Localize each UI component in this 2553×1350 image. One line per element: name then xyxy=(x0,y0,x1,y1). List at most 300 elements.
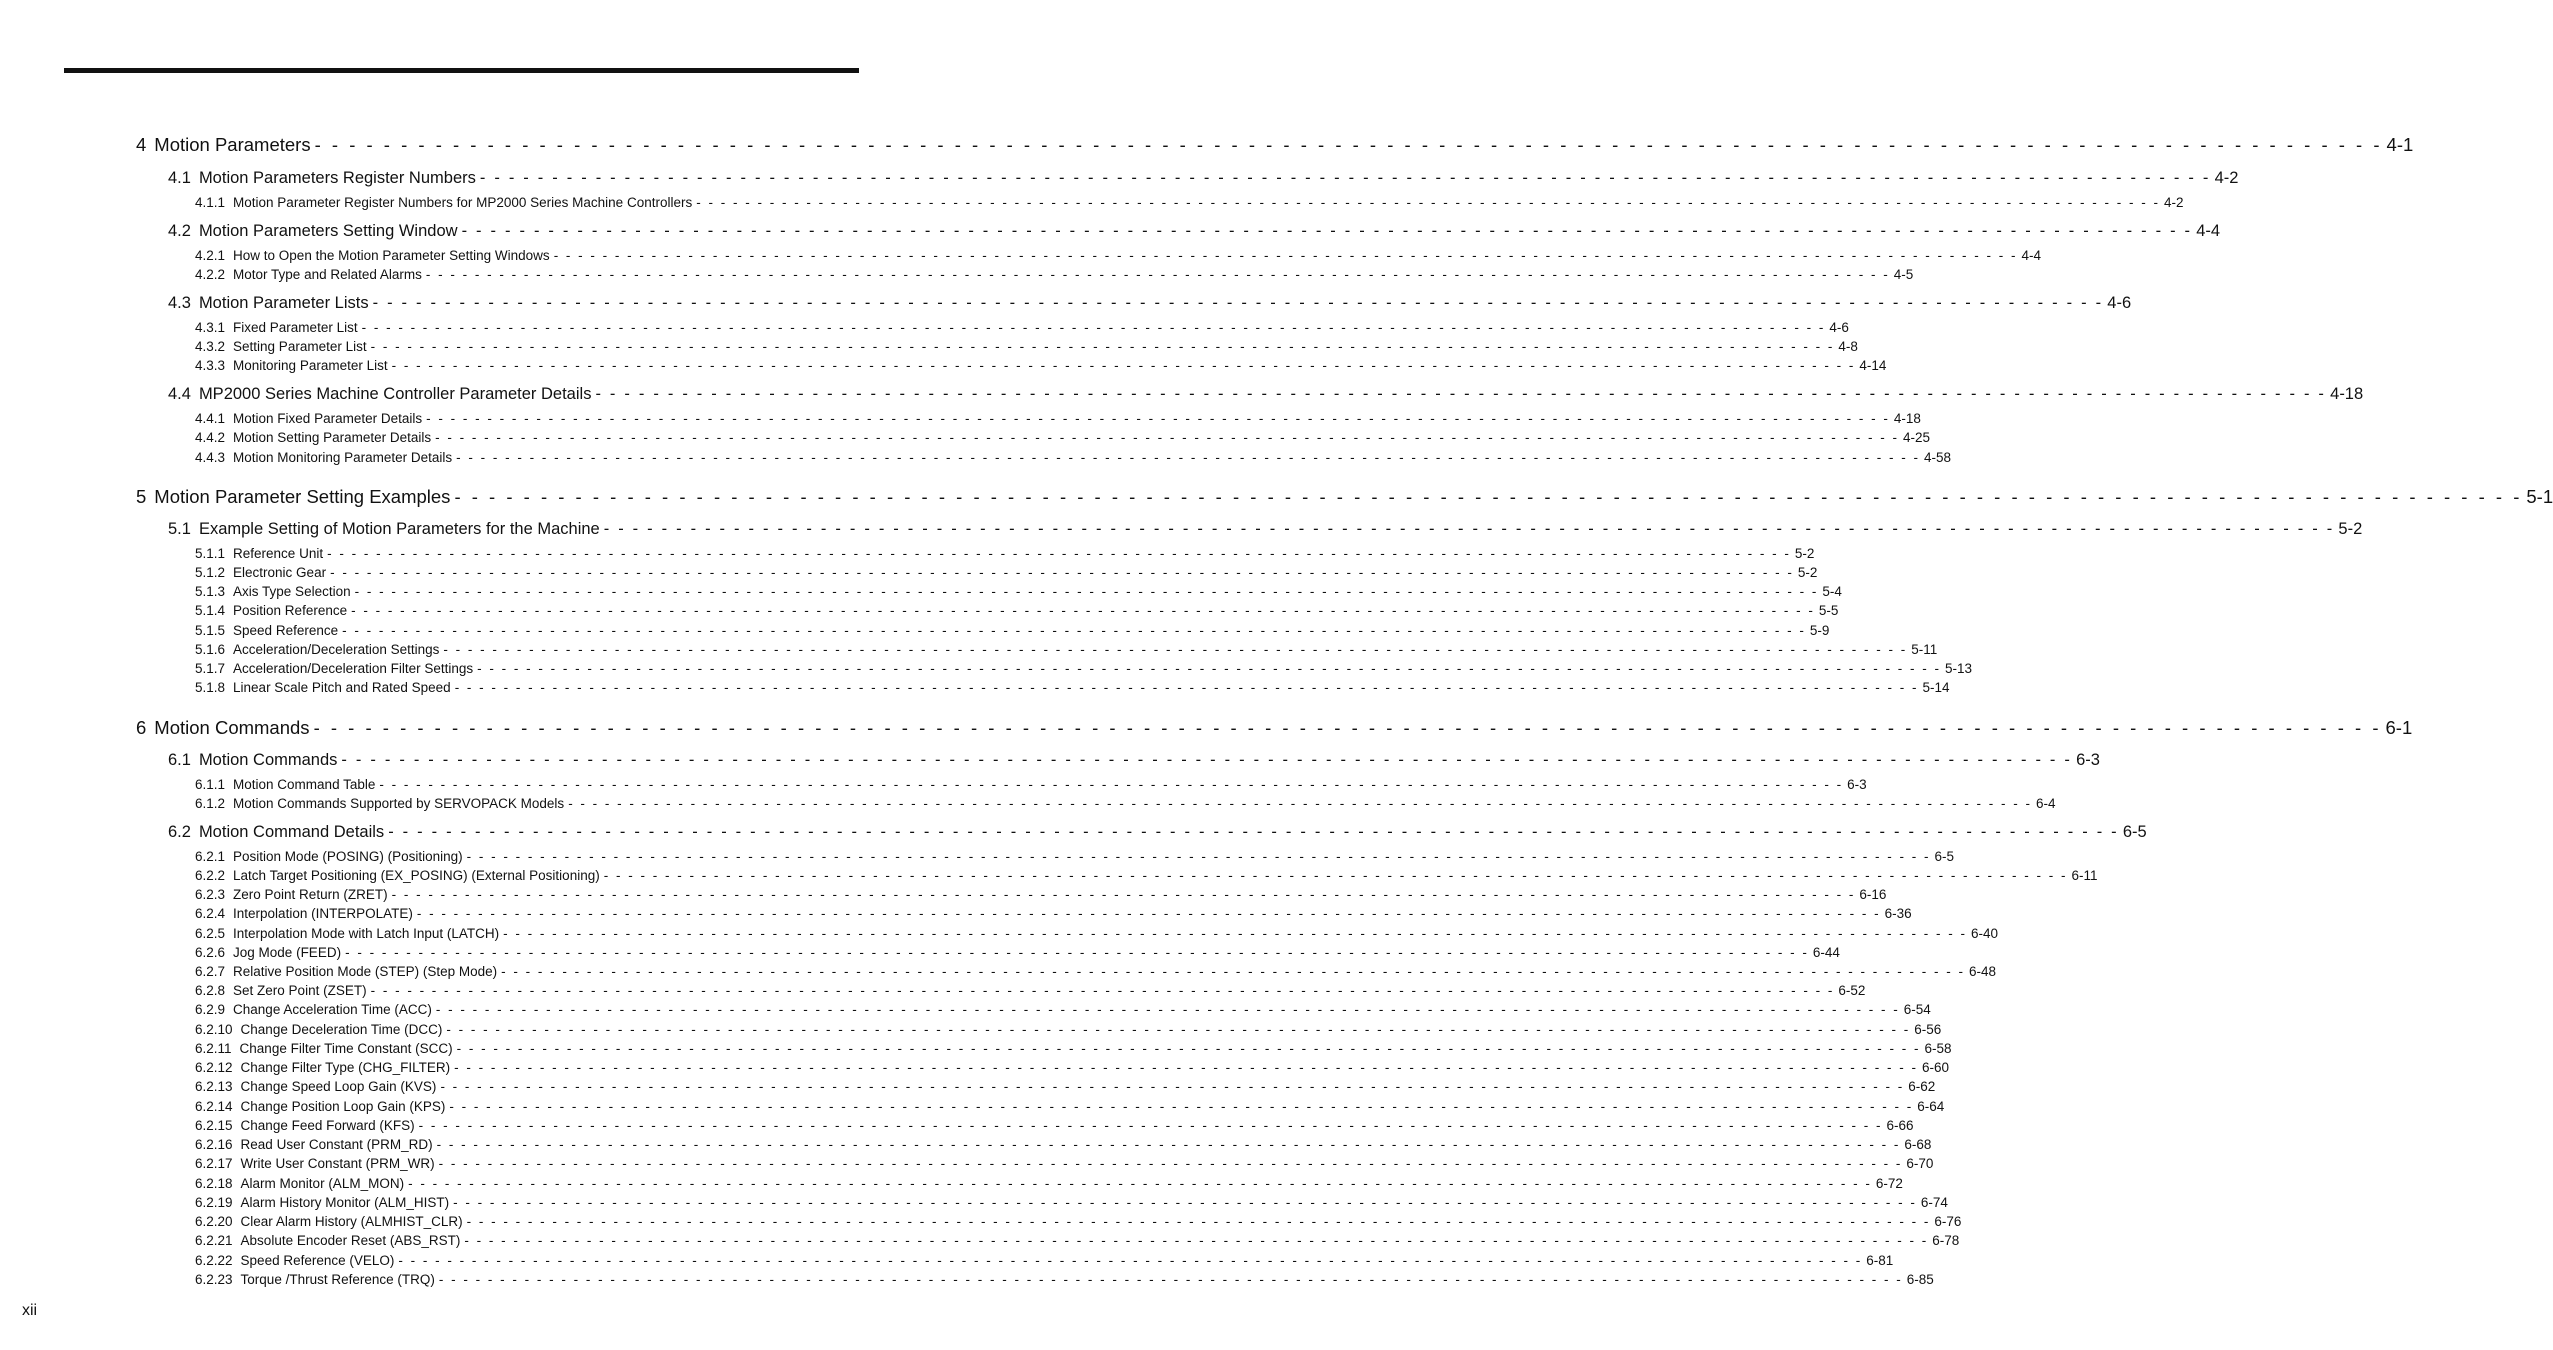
entry-title xyxy=(195,320,358,335)
dot-leader: - - - - - - - - - - - - - - - - - - - - - - - - - - - - - - - - - - - - - - - - - - - - - - - - - - - - - - - - - - - - - - - - - - - - - - - - - - - - - - - - - - - - - - - - - - - - - - - - - - - - - - - - - - - - - - - - - - - - - - - - xyxy=(456,450,1920,465)
dot-leader: - - - - - - - - - - - - - - - - - - - - - - - - - - - - - - - - - - - - - - - - - - - - - - - - - - - - - - - - - - - - - - - - - - - - - - - - - - - - - - - - - - - - - - - - - - - - - - - - - - - - - - - - - - - - - - - - - - - - - - - - xyxy=(503,926,1967,941)
toc-section[interactable] xyxy=(168,385,2364,404)
dot-leader: - - - - - - - - - - - - - - - - - - - - - - - - - - - - - - - - - - - - - - - - - - - - - - - - - - - - - - - - - - - - - - - - - - - - - - - - - - - - - - - - - - - - - - - - - - - - - - - - - - - - - - - - - - - - - - - - - - - - - - - - xyxy=(330,565,1794,580)
dot-leader: - - - - - - - - - - - - - - - - - - - - - - - - - - - - - - - - - - - - - - - - - - - - - - - - - - - - - - - - - - - - - - - - - - - - - - - - - - - - - - - - - - - - - - - - - - - - - - - - - - - - - - - - - - - - - - - - - - - - - - - - xyxy=(391,887,1856,902)
entry-number: 4.3 xyxy=(168,294,191,312)
entry-page: 6-78 xyxy=(1932,1233,1960,1248)
entry-title xyxy=(195,964,497,979)
toc-subsection[interactable] xyxy=(195,1272,1934,1287)
entry-number: 6.2.13 xyxy=(195,1079,233,1094)
entry-title xyxy=(195,1156,435,1171)
dot-leader: - - - - - - - - - - - - - - - - - - - - - - - - - - - - - - - - - - - - - - - - - - - - - - - - - - - - - - - - - - - - - - - - - - - - - - - - - - - - - - - - - - - - - - - - - - - - - - - - - - - - - - - - - - - - - - - - - - - - - - - - xyxy=(354,584,1819,599)
entry-page: 6-62 xyxy=(1908,1079,1936,1094)
dot-leader: - - - - - - - - - - - - - - - - - - - - - - - - - - - - - - - - - - - - - - - - - - - - - - - - - - - - - - - - - - - - - - - - - - - - - - - - - - - - - - - - - - - - - - - - - - - - - - - - - - - - - - - - - - - - - - - - - - - - - - - - xyxy=(370,983,1835,998)
dot-leader: - - - - - - - - - - - - - - - - - - - - - - - - - - - - - - - - - - - - - - - - - - - - - - - - - - - - - - - - - - - - - - - - - - - - - - - - - - - - - - - - - - - - - - - - - - - - - - - - - - - - - - - - - - - - - - - - - - - - - - - - xyxy=(595,385,2327,403)
toc-section[interactable] xyxy=(168,169,2239,188)
dot-leader: - - - - - - - - - - - - - - - - - - - - - - - - - - - - - - - - - - - - - - - - - - - - - - - - - - - - - - - - - - - - - - - - - - - - - - - - - - - - - - - - - - - - - - - - - - - - - - - - - - - - - - - - - - - - - - - - - - - - - - - - xyxy=(426,411,1890,426)
entry-title xyxy=(195,1253,394,1268)
entry-page: 6-58 xyxy=(1924,1041,1952,1056)
entry-title-text: Setting Parameter List xyxy=(233,339,367,354)
entry-title-text: Motor Type and Related Alarms xyxy=(233,267,422,282)
entry-number: 6.2.7 xyxy=(195,964,226,979)
toc-subsection[interactable] xyxy=(195,1118,1914,1133)
entry-title xyxy=(195,1137,433,1152)
header-rule xyxy=(64,68,859,73)
dot-leader: - - - - - - - - - - - - - - - - - - - - - - - - - - - - - - - - - - - - - - - - - - - - - - - - - - - - - - - - - - - - - - - - - - - - - - - - - - - - - - - - - - - - - - - - - - - - - - - - - - - - - - - - - - - - - - - - - - - - - - - - xyxy=(435,1002,1900,1017)
entry-number: 6.2 xyxy=(168,823,191,841)
entry-page: 5-9 xyxy=(1809,623,1830,638)
toc-subsection[interactable] xyxy=(195,777,1867,792)
entry-title-text: Zero Point Return (ZRET) xyxy=(233,887,388,902)
entry-number: 5.1.3 xyxy=(195,584,226,599)
dot-leader: - - - - - - - - - - - - - - - - - - - - - - - - - - - - - - - - - - - - - - - - - - - - - - - - - - - - - - - - - - - - - - - - - - - - - - - - - - - - - - - - - - - - - - - - - - - - - - - - - - - - - - - - - - - - - - - - - - - - - - - - xyxy=(398,1253,1863,1268)
entry-number: 6.2.11 xyxy=(195,1041,232,1056)
entry-title xyxy=(195,680,451,695)
entry-page: 5-2 xyxy=(1794,546,1815,561)
dot-leader: - - - - - - - - - - - - - - - - - - - - - - - - - - - - - - - - - - - - - - - - - - - - - - - - - - - - - - - - - - - - - - - - - - - - - - - - - - - - - - - - - - - - - - - - - - - - - - - - - - - - - - - - - - - - - - - - - - - - - - - - xyxy=(342,623,1806,638)
entry-page: 4-8 xyxy=(1838,339,1858,354)
entry-title-text: Example Setting of Motion Parameters for the Machine xyxy=(198,520,600,538)
toc-subsection[interactable] xyxy=(195,339,1858,354)
toc-subsection[interactable] xyxy=(195,450,1951,465)
toc-subsection[interactable] xyxy=(195,546,1815,561)
entry-title xyxy=(195,777,375,792)
toc-section[interactable] xyxy=(168,294,2132,313)
entry-number: 6.1.2 xyxy=(195,796,226,811)
entry-page: 6-4 xyxy=(2036,796,2056,811)
entry-title-text: Motion Fixed Parameter Details xyxy=(233,411,423,426)
entry-title xyxy=(195,1118,415,1133)
entry-title xyxy=(195,661,473,676)
entry-number: 6.2.12 xyxy=(195,1060,233,1075)
entry-number: 6.2.17 xyxy=(195,1156,233,1171)
dot-leader: - - - - - - - - - - - - - - - - - - - - - - - - - - - - - - - - - - - - - - - - - - - - - - - - - - - - - - - - - - - - - - - - - - - - - - - - - - - - - - - - - - - - - - - - - - - - - - - - - - - - - - - - - - - - - - - - - - - - - - - - xyxy=(464,1233,1929,1248)
entry-title xyxy=(168,294,369,313)
entry-title xyxy=(195,195,692,210)
entry-page: 4-6 xyxy=(2107,294,2132,312)
entry-title-text: Change Filter Time Constant (SCC) xyxy=(239,1041,453,1056)
entry-number: 6.2.8 xyxy=(195,983,226,998)
entry-number: 5.1.7 xyxy=(195,661,226,676)
entry-page: 6-74 xyxy=(1920,1195,1948,1210)
dot-leader: - - - - - - - - - - - - - - - - - - - - - - - - - - - - - - - - - - - - - - - - - - - - - - - - - - - - - - - - - - - - - - - - - - - - - - - - - - - - - - - - - - - - - - - - - - - - - - - - - - - - - - - - - - - - - - - - - - - - - - - - xyxy=(436,1137,1901,1152)
entry-title-text: Jog Mode (FEED) xyxy=(233,945,342,960)
toc-subsection[interactable] xyxy=(195,868,2098,883)
toc-subsection[interactable] xyxy=(195,642,1938,657)
dot-leader: - - - - - - - - - - - - - - - - - - - - - - - - - - - - - - - - - - - - - - - - - - - - - - - - - - - - - - - - - - - - - - - - - - - - - - - - - - - - - - - - - - - - - - - - - - - - - - - - - - - - - - - - - - - - - - - - - - - - - - - - xyxy=(388,823,2119,841)
toc-section[interactable] xyxy=(168,823,2147,842)
dot-leader: - - - - - - - - - - - - - - - - - - - - - - - - - - - - - - - - - - - - - - - - - - - - - - - - - - - - - - - - - - - - - - - - - - - - - - - - - - - - - - - - - - - - - - - - - - - - - - - - - - - - - - - - - - - - - - - - - - - - - - - - xyxy=(446,1022,1911,1037)
toc-section[interactable] xyxy=(168,520,2363,539)
entry-title-text: Write User Constant (PRM_WR) xyxy=(240,1156,435,1171)
entry-title-text: Position Reference xyxy=(233,603,348,618)
entry-title xyxy=(195,450,452,465)
entry-number: 4.4.1 xyxy=(195,411,226,426)
dot-leader: - - - - - - - - - - - - - - - - - - - - - - - - - - - - - - - - - - - - - - - - - - - - - - - - - - - - - - - - - - - - - - - - - - - - - - - - - - - - - - - - - - - - - - - - - - - - - - - - - - - - - - - - - - - - - - - - - - - - - - - - xyxy=(313,717,2382,738)
dot-leader: - - - - - - - - - - - - - - - - - - - - - - - - - - - - - - - - - - - - - - - - - - - - - - - - - - - - - - - - - - - - - - - - - - - - - - - - - - - - - - - - - - - - - - - - - - - - - - - - - - - - - - - - - - - - - - - - - - - - - - - - xyxy=(461,222,2193,240)
entry-title xyxy=(136,486,450,508)
entry-title xyxy=(195,1233,460,1248)
entry-page: 6-66 xyxy=(1886,1118,1914,1133)
toc-subsection[interactable] xyxy=(195,906,1912,921)
entry-number: 6.2.15 xyxy=(195,1118,233,1133)
entry-title-text: Absolute Encoder Reset (ABS_RST) xyxy=(240,1233,461,1248)
dot-leader: - - - - - - - - - - - - - - - - - - - - - - - - - - - - - - - - - - - - - - - - - - - - - - - - - - - - - - - - - - - - - - - - - - - - - - - - - - - - - - - - - - - - - - - - - - - - - - - - - - - - - - - - - - - - - - - - - - - - - - - - xyxy=(449,1099,1914,1114)
toc-subsection[interactable] xyxy=(195,1060,1949,1075)
entry-number: 4.4.2 xyxy=(195,430,226,445)
entry-number: 4.4.3 xyxy=(195,450,226,465)
dot-leader: - - - - - - - - - - - - - - - - - - - - - - - - - - - - - - - - - - - - - - - - - - - - - - - - - - - - - - - - - - - - - - - - - - - - - - - - - - - - - - - - - - - - - - - - - - - - - - - - - - - - - - - - - - - - - - - - - - - - - - - - xyxy=(361,320,1826,335)
entry-page: 4-5 xyxy=(1893,267,1914,282)
dot-leader: - - - - - - - - - - - - - - - - - - - - - - - - - - - - - - - - - - - - - - - - - - - - - - - - - - - - - - - - - - - - - - - - - - - - - - - - - - - - - - - - - - - - - - - - - - - - - - - - - - - - - - - - - - - - - - - - - - - - - - - - xyxy=(425,267,1890,282)
dot-leader: - - - - - - - - - - - - - - - - - - - - - - - - - - - - - - - - - - - - - - - - - - - - - - - - - - - - - - - - - - - - - - - - - - - - - - - - - - - - - - - - - - - - - - - - - - - - - - - - - - - - - - - - - - - - - - - - - - - - - - - - xyxy=(453,1195,1917,1210)
toc-subsection[interactable] xyxy=(195,1099,1945,1114)
toc-subsection[interactable] xyxy=(195,623,1830,638)
dot-leader: - - - - - - - - - - - - - - - - - - - - - - - - - - - - - - - - - - - - - - - - - - - - - - - - - - - - - - - - - - - - - - - - - - - - - - - - - - - - - - - - - - - - - - - - - - - - - - - - - - - - - - - - - - - - - - - - - - - - - - - - xyxy=(603,520,2335,538)
dot-leader: - - - - - - - - - - - - - - - - - - - - - - - - - - - - - - - - - - - - - - - - - - - - - - - - - - - - - - - - - - - - - - - - - - - - - - - - - - - - - - - - - - - - - - - - - - - - - - - - - - - - - - - - - - - - - - - - - - - - - - - - xyxy=(438,1156,1903,1171)
entry-title xyxy=(195,603,347,618)
entry-page: 5-2 xyxy=(2338,520,2363,538)
entry-title-text: Speed Reference (VELO) xyxy=(240,1253,395,1268)
entry-title xyxy=(195,926,499,941)
entry-title xyxy=(195,430,431,445)
dot-leader: - - - - - - - - - - - - - - - - - - - - - - - - - - - - - - - - - - - - - - - - - - - - - - - - - - - - - - - - - - - - - - - - - - - - - - - - - - - - - - - - - - - - - - - - - - - - - - - - - - - - - - - - - - - - - - - - - - - - - - - - xyxy=(454,486,2523,507)
toc-subsection[interactable] xyxy=(195,964,1996,979)
toc-subsection[interactable] xyxy=(195,584,1842,599)
toc-section[interactable] xyxy=(168,751,2100,770)
dot-leader: - - - - - - - - - - - - - - - - - - - - - - - - - - - - - - - - - - - - - - - - - - - - - - - - - - - - - - - - - - - - - - - - - - - - - - - - - - - - - - - - - - - - - - - - - - - - - - - - - - - - - - - - - - - - - - - - - - - - - - - - xyxy=(379,777,1844,792)
entry-title xyxy=(168,751,337,770)
entry-number: 6.2.6 xyxy=(195,945,226,960)
entry-number: 4.2.2 xyxy=(195,267,226,282)
toc-subsection[interactable] xyxy=(195,1079,1936,1094)
entry-title-text: Motion Parameters xyxy=(154,134,311,155)
entry-page: 5-4 xyxy=(1822,584,1842,599)
entry-title xyxy=(195,584,351,599)
entry-number: 6.2.4 xyxy=(195,906,226,921)
entry-title-text: Motion Monitoring Parameter Details xyxy=(233,450,453,465)
entry-number: 5.1.2 xyxy=(195,565,226,580)
dot-leader: - - - - - - - - - - - - - - - - - - - - - - - - - - - - - - - - - - - - - - - - - - - - - - - - - - - - - - - - - - - - - - - - - - - - - - - - - - - - - - - - - - - - - - - - - - - - - - - - - - - - - - - - - - - - - - - - - - - - - - - - xyxy=(466,1214,1931,1229)
entry-title xyxy=(136,134,311,156)
entry-number: 6.1 xyxy=(168,751,191,769)
entry-title-text: Change Filter Type (CHG_FILTER) xyxy=(240,1060,451,1075)
entry-title-text: Linear Scale Pitch and Rated Speed xyxy=(233,680,451,695)
entry-page: 5-11 xyxy=(1911,642,1938,657)
entry-number: 5 xyxy=(136,486,147,507)
toc-subsection[interactable] xyxy=(195,603,1839,618)
toc-subsection[interactable] xyxy=(195,1156,1934,1171)
entry-title xyxy=(195,248,550,263)
entry-title-text: Torque /Thrust Reference (TRQ) xyxy=(240,1272,435,1287)
entry-title xyxy=(195,1060,450,1075)
dot-leader: - - - - - - - - - - - - - - - - - - - - - - - - - - - - - - - - - - - - - - - - - - - - - - - - - - - - - - - - - - - - - - - - - - - - - - - - - - - - - - - - - - - - - - - - - - - - - - - - - - - - - - - - - - - - - - - - - - - - - - - - xyxy=(416,906,1881,921)
entry-number: 6.2.5 xyxy=(195,926,226,941)
entry-page: 4-6 xyxy=(1829,320,1849,335)
entry-title xyxy=(195,565,326,580)
entry-title-text: Motion Command Details xyxy=(198,823,385,841)
dot-leader: - - - - - - - - - - - - - - - - - - - - - - - - - - - - - - - - - - - - - - - - - - - - - - - - - - - - - - - - - - - - - - - - - - - - - - - - - - - - - - - - - - - - - - - - - - - - - - - - - - - - - - - - - - - - - - - - - - - - - - - - xyxy=(443,642,1908,657)
entry-title xyxy=(168,169,476,188)
entry-number: 4.2.1 xyxy=(195,248,226,263)
toc-section[interactable] xyxy=(168,222,2221,241)
entry-title xyxy=(195,411,422,426)
toc-subsection[interactable] xyxy=(195,796,2056,811)
toc-subsection[interactable] xyxy=(195,1233,1960,1248)
entry-page: 4-4 xyxy=(2021,248,2042,263)
entry-title xyxy=(195,945,341,960)
entry-title-text: Read User Constant (PRM_RD) xyxy=(240,1137,433,1152)
entry-number: 4.3.2 xyxy=(195,339,226,354)
entry-number: 6.1.1 xyxy=(195,777,226,792)
entry-page: 6-56 xyxy=(1914,1022,1942,1037)
entry-title xyxy=(195,339,367,354)
entry-title-text: Motion Parameter Register Numbers for MP2000 Series Machine Controllers xyxy=(233,195,693,210)
entry-page: 6-76 xyxy=(1934,1214,1962,1229)
entry-title-text: Motion Parameters Setting Window xyxy=(198,222,458,240)
entry-title-text: Acceleration/Deceleration Filter Settings xyxy=(233,661,474,676)
toc-subsection[interactable] xyxy=(195,945,1840,960)
entry-title-text: Latch Target Positioning (EX_POSING) (External Positioning) xyxy=(233,868,600,883)
entry-number: 6.2.19 xyxy=(195,1195,233,1210)
entry-title xyxy=(195,1272,435,1287)
entry-title-text: Reference Unit xyxy=(233,546,324,561)
entry-title-text: How to Open the Motion Parameter Setting Windows xyxy=(233,248,550,263)
entry-title-text: Motion Commands Supported by SERVOPACK Models xyxy=(233,796,565,811)
entry-title-text: Axis Type Selection xyxy=(233,584,351,599)
entry-title xyxy=(195,1002,432,1017)
entry-title-text: Monitoring Parameter List xyxy=(233,358,388,373)
entry-page: 5-1 xyxy=(2526,486,2553,507)
toc-subsection[interactable] xyxy=(195,1253,1894,1268)
entry-title xyxy=(195,1214,463,1229)
dot-leader: - - - - - - - - - - - - - - - - - - - - - - - - - - - - - - - - - - - - - - - - - - - - - - - - - - - - - - - - - - - - - - - - - - - - - - - - - - - - - - - - - - - - - - - - - - - - - - - - - - - - - - - - - - - - - - - - - - - - - - - - xyxy=(553,248,2018,263)
entry-page: 4-2 xyxy=(2214,169,2239,187)
toc-subsection[interactable] xyxy=(195,849,1954,864)
entry-page: 4-4 xyxy=(2196,222,2221,240)
entry-number: 6.2.22 xyxy=(195,1253,233,1268)
entry-title xyxy=(195,906,413,921)
entry-title xyxy=(136,717,310,739)
entry-title-text: Acceleration/Deceleration Settings xyxy=(233,642,440,657)
dot-leader: - - - - - - - - - - - - - - - - - - - - - - - - - - - - - - - - - - - - - - - - - - - - - - - - - - - - - - - - - - - - - - - - - - - - - - - - - - - - - - - - - - - - - - - - - - - - - - - - - - - - - - - - - - - - - - - - - - - - - - - - xyxy=(501,964,1965,979)
entry-page: 4-18 xyxy=(1893,411,1921,426)
toc-subsection[interactable] xyxy=(195,1137,1932,1152)
toc-subsection[interactable] xyxy=(195,320,1849,335)
dot-leader: - - - - - - - - - - - - - - - - - - - - - - - - - - - - - - - - - - - - - - - - - - - - - - - - - - - - - - - - - - - - - - - - - - - - - - - - - - - - - - - - - - - - - - - - - - - - - - - - - - - - - - - - - - - - - - - - - - - - - - - - xyxy=(466,849,1931,864)
entry-number: 5.1.4 xyxy=(195,603,226,618)
entry-title-text: Alarm History Monitor (ALM_HIST) xyxy=(240,1195,450,1210)
entry-page: 5-13 xyxy=(1944,661,1972,676)
page-number: xii xyxy=(22,1302,38,1319)
toc-subsection[interactable] xyxy=(195,248,2042,263)
entry-number: 4.1 xyxy=(168,169,191,187)
dot-leader: - - - - - - - - - - - - - - - - - - - - - - - - - - - - - - - - - - - - - - - - - - - - - - - - - - - - - - - - - - - - - - - - - - - - - - - - - - - - - - - - - - - - - - - - - - - - - - - - - - - - - - - - - - - - - - - - - - - - - - - - xyxy=(477,661,1941,676)
entry-title-text: Motion Commands xyxy=(154,717,310,738)
entry-title-text: Relative Position Mode (STEP) (Step Mode) xyxy=(233,964,498,979)
toc-subsection[interactable] xyxy=(195,1041,1952,1056)
entry-title-text: Position Mode (POSING) (Positioning) xyxy=(233,849,463,864)
entry-title-text: Fixed Parameter List xyxy=(233,320,358,335)
entry-number: 4.1.1 xyxy=(195,195,226,210)
entry-title xyxy=(195,796,564,811)
toc-subsection[interactable] xyxy=(195,680,1950,695)
toc-subsection[interactable] xyxy=(195,1176,1903,1191)
dot-leader: - - - - - - - - - - - - - - - - - - - - - - - - - - - - - - - - - - - - - - - - - - - - - - - - - - - - - - - - - - - - - - - - - - - - - - - - - - - - - - - - - - - - - - - - - - - - - - - - - - - - - - - - - - - - - - - - - - - - - - - - xyxy=(370,339,1835,354)
entry-number: 6.2.20 xyxy=(195,1214,233,1229)
entry-title xyxy=(168,222,458,241)
entry-page: 4-18 xyxy=(2330,385,2364,403)
entry-page: 6-68 xyxy=(1904,1137,1932,1152)
entry-number: 6.2.2 xyxy=(195,868,226,883)
entry-title xyxy=(195,267,422,282)
dot-leader: - - - - - - - - - - - - - - - - - - - - - - - - - - - - - - - - - - - - - - - - - - - - - - - - - - - - - - - - - - - - - - - - - - - - - - - - - - - - - - - - - - - - - - - - - - - - - - - - - - - - - - - - - - - - - - - - - - - - - - - - xyxy=(696,195,2161,210)
entry-page: 6-40 xyxy=(1970,926,1999,941)
entry-number: 4.4 xyxy=(168,385,191,403)
entry-number: 6.2.10 xyxy=(195,1022,233,1037)
entry-title-text: Motion Commands xyxy=(198,751,338,769)
entry-page: 6-3 xyxy=(1847,777,1867,792)
entry-page: 4-58 xyxy=(1923,450,1951,465)
entry-title xyxy=(195,642,439,657)
dot-leader: - - - - - - - - - - - - - - - - - - - - - - - - - - - - - - - - - - - - - - - - - - - - - - - - - - - - - - - - - - - - - - - - - - - - - - - - - - - - - - - - - - - - - - - - - - - - - - - - - - - - - - - - - - - - - - - - - - - - - - - - xyxy=(345,945,1809,960)
dot-leader: - - - - - - - - - - - - - - - - - - - - - - - - - - - - - - - - - - - - - - - - - - - - - - - - - - - - - - - - - - - - - - - - - - - - - - - - - - - - - - - - - - - - - - - - - - - - - - - - - - - - - - - - - - - - - - - - - - - - - - - - xyxy=(351,603,1815,618)
entry-number: 4 xyxy=(136,134,147,155)
toc-subsection[interactable] xyxy=(195,1214,1962,1229)
toc-chapter[interactable] xyxy=(136,486,2553,508)
entry-title xyxy=(195,358,388,373)
dot-leader: - - - - - - - - - - - - - - - - - - - - - - - - - - - - - - - - - - - - - - - - - - - - - - - - - - - - - - - - - - - - - - - - - - - - - - - - - - - - - - - - - - - - - - - - - - - - - - - - - - - - - - - - - - - - - - - - - - - - - - - - xyxy=(418,1118,1883,1133)
toc-subsection[interactable] xyxy=(195,661,1972,676)
entry-title xyxy=(195,849,463,864)
dot-leader: - - - - - - - - - - - - - - - - - - - - - - - - - - - - - - - - - - - - - - - - - - - - - - - - - - - - - - - - - - - - - - - - - - - - - - - - - - - - - - - - - - - - - - - - - - - - - - - - - - - - - - - - - - - - - - - - - - - - - - - - xyxy=(479,169,2211,187)
dot-leader: - - - - - - - - - - - - - - - - - - - - - - - - - - - - - - - - - - - - - - - - - - - - - - - - - - - - - - - - - - - - - - - - - - - - - - - - - - - - - - - - - - - - - - - - - - - - - - - - - - - - - - - - - - - - - - - - - - - - - - - - xyxy=(454,1060,1918,1075)
entry-title xyxy=(168,385,591,404)
entry-page: 6-5 xyxy=(2122,823,2147,841)
entry-page: 6-3 xyxy=(2076,751,2100,769)
toc-subsection[interactable] xyxy=(195,565,1818,580)
entry-page: 6-72 xyxy=(1875,1176,1903,1191)
dot-leader: - - - - - - - - - - - - - - - - - - - - - - - - - - - - - - - - - - - - - - - - - - - - - - - - - - - - - - - - - - - - - - - - - - - - - - - - - - - - - - - - - - - - - - - - - - - - - - - - - - - - - - - - - - - - - - - - - - - - - - - - xyxy=(440,1079,1905,1094)
entry-number: 6.2.21 xyxy=(195,1233,233,1248)
entry-title-text: MP2000 Series Machine Controller Parameter Details xyxy=(198,385,592,403)
entry-number: 5.1.5 xyxy=(195,623,226,638)
dot-leader: - - - - - - - - - - - - - - - - - - - - - - - - - - - - - - - - - - - - - - - - - - - - - - - - - - - - - - - - - - - - - - - - - - - - - - - - - - - - - - - - - - - - - - - - - - - - - - - - - - - - - - - - - - - - - - - - - - - - - - - - xyxy=(408,1176,1872,1191)
entry-title xyxy=(195,546,323,561)
entry-title xyxy=(168,520,600,539)
dot-leader: - - - - - - - - - - - - - - - - - - - - - - - - - - - - - - - - - - - - - - - - - - - - - - - - - - - - - - - - - - - - - - - - - - - - - - - - - - - - - - - - - - - - - - - - - - - - - - - - - - - - - - - - - - - - - - - - - - - - - - - - xyxy=(568,796,2032,811)
entry-page: 5-14 xyxy=(1922,680,1950,695)
toc-subsection[interactable] xyxy=(195,430,1930,445)
entry-number: 6.2.14 xyxy=(195,1099,233,1114)
entry-number: 6.2.23 xyxy=(195,1272,233,1287)
dot-leader: - - - - - - - - - - - - - - - - - - - - - - - - - - - - - - - - - - - - - - - - - - - - - - - - - - - - - - - - - - - - - - - - - - - - - - - - - - - - - - - - - - - - - - - - - - - - - - - - - - - - - - - - - - - - - - - - - - - - - - - - xyxy=(435,430,1899,445)
toc-chapter[interactable] xyxy=(136,717,2413,739)
entry-title-text: Interpolation Mode with Latch Input (LATCH) xyxy=(233,926,500,941)
entry-number: 5.1.6 xyxy=(195,642,226,657)
entry-title-text: Change Acceleration Time (ACC) xyxy=(233,1002,432,1017)
entry-page: 6-70 xyxy=(1906,1156,1934,1171)
entry-page: 4-25 xyxy=(1902,430,1930,445)
entry-title xyxy=(195,1195,449,1210)
dot-leader: - - - - - - - - - - - - - - - - - - - - - - - - - - - - - - - - - - - - - - - - - - - - - - - - - - - - - - - - - - - - - - - - - - - - - - - - - - - - - - - - - - - - - - - - - - - - - - - - - - - - - - - - - - - - - - - - - - - - - - - - xyxy=(391,358,1856,373)
entry-page: 5-2 xyxy=(1797,565,1818,580)
entry-title xyxy=(195,1041,453,1056)
entry-title-text: Change Deceleration Time (DCC) xyxy=(240,1022,443,1037)
entry-title-text: Change Position Loop Gain (KPS) xyxy=(240,1099,446,1114)
entry-number: 4.3.1 xyxy=(195,320,226,335)
entry-title xyxy=(195,623,338,638)
entry-number: 6.2.16 xyxy=(195,1137,233,1152)
entry-title xyxy=(195,868,600,883)
entry-title xyxy=(195,1079,436,1094)
toc-subsection[interactable] xyxy=(195,1195,1948,1210)
toc-subsection[interactable] xyxy=(195,411,1921,426)
toc-subsection[interactable] xyxy=(195,267,1914,282)
entry-title-text: Motion Command Table xyxy=(233,777,376,792)
entry-title xyxy=(168,823,384,842)
dot-leader: - - - - - - - - - - - - - - - - - - - - - - - - - - - - - - - - - - - - - - - - - - - - - - - - - - - - - - - - - - - - - - - - - - - - - - - - - - - - - - - - - - - - - - - - - - - - - - - - - - - - - - - - - - - - - - - - - - - - - - - - xyxy=(372,294,2104,312)
entry-page: 4-14 xyxy=(1859,358,1887,373)
entry-page: 6-81 xyxy=(1866,1253,1894,1268)
entry-title-text: Alarm Monitor (ALM_MON) xyxy=(240,1176,405,1191)
entry-number: 6.2.3 xyxy=(195,887,226,902)
entry-title-text: Motion Parameter Setting Examples xyxy=(154,486,451,507)
toc-subsection[interactable] xyxy=(195,887,1887,902)
toc-subsection[interactable] xyxy=(195,195,2184,210)
entry-title-text: Change Feed Forward (KFS) xyxy=(240,1118,415,1133)
entry-page: 6-1 xyxy=(2385,717,2413,738)
entry-title xyxy=(195,983,367,998)
entry-page: 6-60 xyxy=(1921,1060,1949,1075)
entry-page: 4-1 xyxy=(2386,134,2414,155)
entry-title xyxy=(195,1099,445,1114)
entry-title-text: Speed Reference xyxy=(233,623,339,638)
entry-title xyxy=(195,887,388,902)
dot-leader: - - - - - - - - - - - - - - - - - - - - - - - - - - - - - - - - - - - - - - - - - - - - - - - - - - - - - - - - - - - - - - - - - - - - - - - - - - - - - - - - - - - - - - - - - - - - - - - - - - - - - - - - - - - - - - - - - - - - - - - - xyxy=(454,680,1919,695)
entry-page: 6-16 xyxy=(1859,887,1887,902)
dot-leader: - - - - - - - - - - - - - - - - - - - - - - - - - - - - - - - - - - - - - - - - - - - - - - - - - - - - - - - - - - - - - - - - - - - - - - - - - - - - - - - - - - - - - - - - - - - - - - - - - - - - - - - - - - - - - - - - - - - - - - - - xyxy=(314,134,2383,155)
entry-number: 5.1.1 xyxy=(195,546,226,561)
entry-number: 5.1 xyxy=(168,520,191,538)
entry-number: 4.2 xyxy=(168,222,191,240)
entry-title xyxy=(195,1176,404,1191)
entry-number: 4.3.3 xyxy=(195,358,226,373)
entry-number: 6.2.18 xyxy=(195,1176,233,1191)
entry-title-text: Interpolation (INTERPOLATE) xyxy=(233,906,413,921)
entry-title-text: Motion Parameter Lists xyxy=(198,294,369,312)
toc-subsection[interactable] xyxy=(195,926,1999,941)
entry-title-text: Set Zero Point (ZSET) xyxy=(233,983,367,998)
entry-number: 6.2.9 xyxy=(195,1002,226,1017)
toc-chapter[interactable] xyxy=(136,134,2414,156)
toc-subsection[interactable] xyxy=(195,983,1866,998)
entry-page: 6-64 xyxy=(1917,1099,1945,1114)
entry-page: 6-54 xyxy=(1903,1002,1931,1017)
entry-title-text: Clear Alarm History (ALMHIST_CLR) xyxy=(240,1214,463,1229)
dot-leader: - - - - - - - - - - - - - - - - - - - - - - - - - - - - - - - - - - - - - - - - - - - - - - - - - - - - - - - - - - - - - - - - - - - - - - - - - - - - - - - - - - - - - - - - - - - - - - - - - - - - - - - - - - - - - - - - - - - - - - - - xyxy=(456,1041,1921,1056)
entry-title-text: Electronic Gear xyxy=(233,565,327,580)
entry-page: 6-36 xyxy=(1884,906,1912,921)
toc-subsection[interactable] xyxy=(195,1002,1931,1017)
entry-number: 5.1.8 xyxy=(195,680,226,695)
dot-leader: - - - - - - - - - - - - - - - - - - - - - - - - - - - - - - - - - - - - - - - - - - - - - - - - - - - - - - - - - - - - - - - - - - - - - - - - - - - - - - - - - - - - - - - - - - - - - - - - - - - - - - - - - - - - - - - - - - - - - - - - xyxy=(603,868,2068,883)
entry-title-text: Change Speed Loop Gain (KVS) xyxy=(240,1079,437,1094)
entry-page: 6-11 xyxy=(2071,868,2098,883)
toc-subsection[interactable] xyxy=(195,1022,1942,1037)
entry-page: 6-48 xyxy=(1968,964,1996,979)
toc-subsection[interactable] xyxy=(195,358,1887,373)
